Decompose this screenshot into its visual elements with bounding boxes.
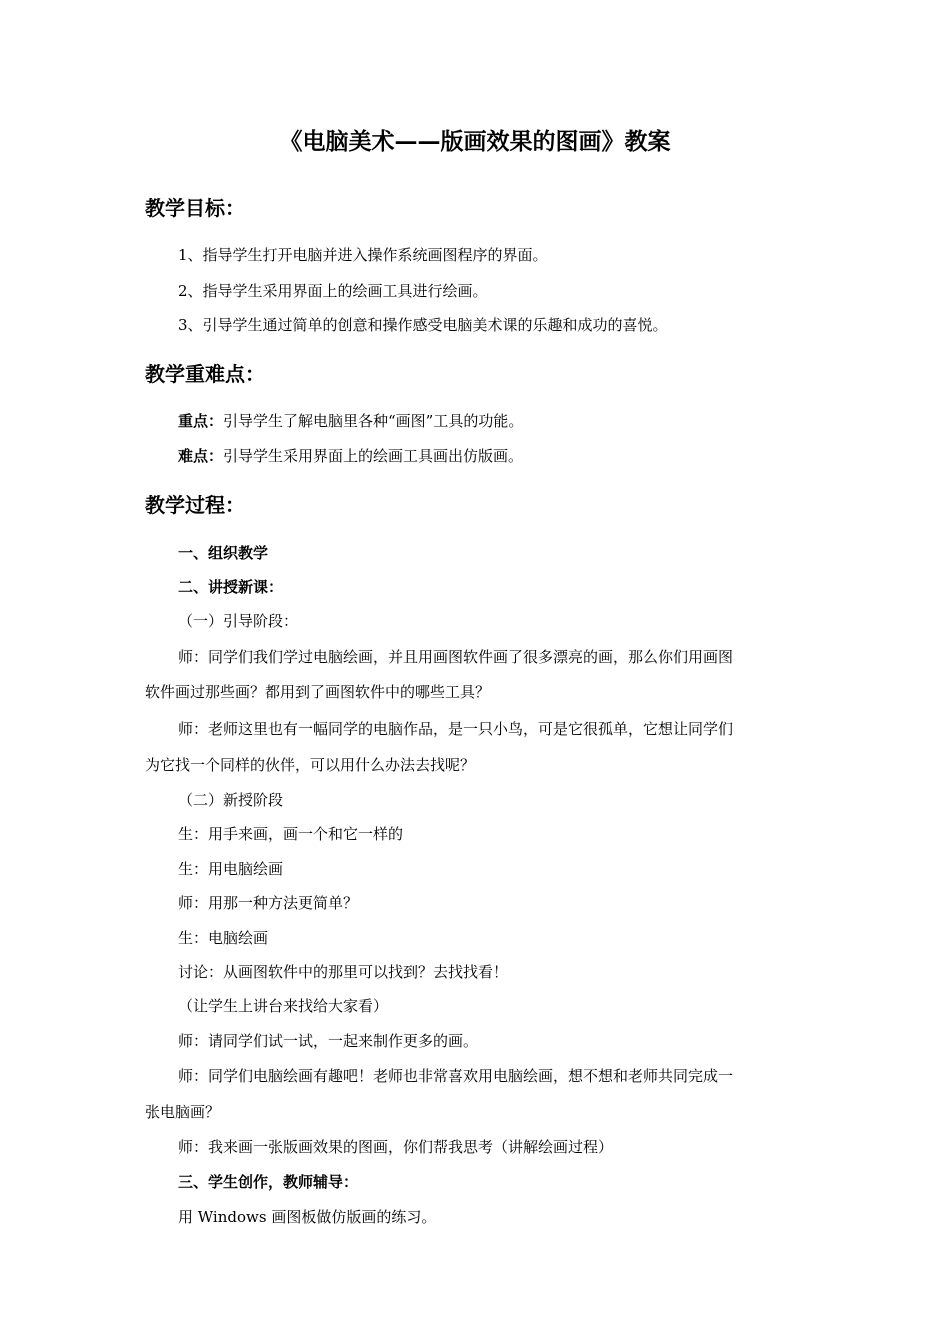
- dialogue-line-4: 生：电脑绘画: [178, 929, 269, 947]
- dialogue-line-7: 师：请同学们试一试，一起来制作更多的画。: [178, 1032, 479, 1050]
- difficulty-label: 难点：: [178, 447, 224, 465]
- paragraph-3-line-1: 师：同学们电脑绘画有趣吧！老师也非常喜欢用电脑绘画，想不想和老师共同完成一: [178, 1067, 734, 1085]
- stage-1-label: （一）引导阶段：: [178, 612, 299, 630]
- paragraph-3-line-2: 张电脑画？: [145, 1103, 221, 1121]
- paragraph-2-line-2: 为它找一个同样的伙伴，可以用什么办法去找呢？: [145, 756, 476, 774]
- paragraph-1-line-2: 软件画过那些画？都用到了画图软件中的哪些工具？: [145, 683, 491, 701]
- process-step-2: 二、讲授新课：: [178, 578, 284, 596]
- stage-2-label: （二）新授阶段: [178, 791, 284, 809]
- paragraph-2-line-1: 师：老师这里也有一幅同学的电脑作品，是一只小鸟，可是它很孤单，它想让同学们: [178, 720, 734, 738]
- keypoints-heading: 教学重难点：: [145, 362, 265, 386]
- objective-item-3: 3、引导学生通过简单的创意和操作感受电脑美术课的乐趣和成功的喜悦。: [178, 316, 668, 334]
- dialogue-line-6: （让学生上讲台来找给大家看）: [178, 997, 389, 1015]
- dialogue-line-3: 师：用那一种方法更简单？: [178, 894, 359, 912]
- document-title: 《电脑美术——版画效果的图画》教案: [279, 128, 671, 155]
- focus-paragraph: [178, 409, 523, 433]
- focus-label: 重点：: [178, 412, 224, 430]
- difficulty-paragraph: [178, 444, 523, 468]
- dialogue-line-9: 用 Windows 画图板做仿版画的练习。: [178, 1208, 437, 1226]
- process-step-1: 一、组织教学: [178, 544, 269, 562]
- dialogue-line-8: 师：我来画一张版画效果的图画，你们帮我思考（讲解绘画过程）: [178, 1138, 614, 1156]
- dialogue-line-1: 生：用手来画，画一个和它一样的: [178, 825, 404, 843]
- difficulty-text: 引导学生采用界面上的绘画工具画出仿版画。: [223, 447, 524, 465]
- objective-item-1: 1、指导学生打开电脑并进入操作系统画图程序的界面。: [178, 246, 548, 264]
- objectives-heading: 教学目标：: [145, 196, 245, 220]
- paragraph-1-line-1: 师：同学们我们学过电脑绘画，并且用画图软件画了很多漂亮的画，那么你们用画图: [178, 648, 734, 666]
- process-heading: 教学过程：: [145, 493, 245, 517]
- process-step-3: 三、学生创作，教师辅导：: [178, 1173, 359, 1191]
- dialogue-line-2: 生：用电脑绘画: [178, 860, 284, 878]
- objective-item-2: 2、指导学生采用界面上的绘画工具进行绘画。: [178, 282, 488, 300]
- dialogue-line-5: 讨论：从画图软件中的那里可以找到？去找找看！: [178, 963, 509, 981]
- focus-text: 引导学生了解电脑里各种“画图”工具的功能。: [223, 412, 524, 430]
